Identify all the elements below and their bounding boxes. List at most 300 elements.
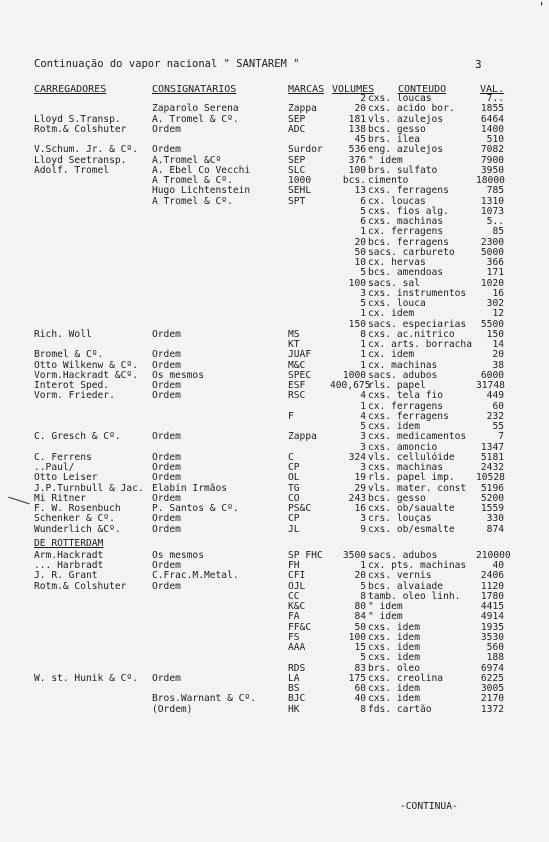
marks-cell: CP bbox=[288, 462, 300, 473]
table-row bbox=[0, 309, 549, 319]
shipper-cell: Wunderlich &Cº. bbox=[34, 523, 121, 535]
table-row bbox=[0, 612, 549, 622]
volumes-cell: 1000 bbox=[342, 369, 366, 381]
contents-cell: sacs. adubos bbox=[368, 369, 438, 381]
table-row bbox=[0, 217, 549, 227]
shipper-cell: Mi Ritner bbox=[34, 492, 86, 504]
consignee-cell: Hugo Lichtenstein bbox=[152, 185, 251, 197]
marks-cell: CFI bbox=[288, 570, 306, 582]
table-row bbox=[0, 145, 549, 155]
column-header-shippers: CARREGADORES bbox=[34, 84, 107, 95]
contents-cell: cxs. acido bor. bbox=[368, 103, 455, 115]
contents-cell: cxs. tela fio bbox=[368, 390, 444, 402]
contents-cell: brs. oleo bbox=[368, 662, 420, 674]
table-row bbox=[0, 592, 549, 602]
volumes-cell: 4 bbox=[360, 410, 366, 422]
marks-cell: RDS bbox=[288, 662, 306, 674]
marks-cell: FH bbox=[288, 560, 300, 571]
contents-cell: rls. papel bbox=[368, 380, 426, 391]
volumes-cell: 16 bbox=[354, 503, 366, 514]
value-cell: 3530 bbox=[480, 631, 504, 643]
table-row bbox=[0, 268, 549, 278]
marks-cell: BJC bbox=[288, 693, 306, 705]
volumes-cell: 243 bbox=[348, 492, 366, 504]
volumes-cell: 5 bbox=[360, 298, 366, 309]
contents-cell: cxs. loucas bbox=[368, 93, 432, 104]
table-row bbox=[0, 299, 549, 309]
volumes-cell: 6 bbox=[360, 216, 366, 227]
column-header-value: VAL. bbox=[480, 84, 505, 95]
shipper-cell: C. Ferrens bbox=[34, 451, 92, 463]
contents-cell: vls. mater. const bbox=[368, 482, 467, 494]
volumes-cell: 1 bbox=[360, 560, 366, 571]
consignee-cell: A.Tromel &Cº bbox=[152, 154, 222, 166]
value-cell: 874 bbox=[486, 523, 504, 535]
volumes-cell: 9 bbox=[360, 523, 366, 535]
volumes-cell: 536 bbox=[348, 144, 366, 156]
value-cell: 2170 bbox=[480, 693, 504, 705]
volumes-cell: 3500 bbox=[342, 549, 366, 561]
contents-cell: cxs. instrumentos bbox=[368, 287, 467, 299]
contents-cell: cxs. ac.nitrico bbox=[368, 328, 455, 340]
value-cell: 3005 bbox=[480, 683, 504, 694]
volumes-cell: 2 bbox=[360, 93, 366, 104]
volumes-cell: 181 bbox=[348, 113, 366, 125]
table-row bbox=[0, 514, 549, 524]
marks-cell: OL bbox=[288, 472, 300, 484]
value-cell: 6225 bbox=[480, 672, 504, 684]
volumes-cell: bcs. bbox=[342, 175, 366, 186]
table-row bbox=[0, 176, 549, 186]
contents-cell: " idem bbox=[368, 154, 403, 166]
marks-cell: PS&C bbox=[288, 503, 312, 514]
contents-cell: cxs. vernis bbox=[368, 570, 432, 582]
volumes-cell: 50 bbox=[354, 621, 366, 633]
table-row bbox=[0, 694, 549, 704]
contents-cell: bcs. gesso bbox=[368, 123, 426, 135]
consignee-cell: A Tromel & Cº. bbox=[152, 175, 233, 186]
consignee-cell: Zaparolo Serena bbox=[152, 103, 239, 115]
volumes-cell: 40 bbox=[354, 693, 366, 705]
table-row bbox=[0, 473, 549, 483]
value-cell: 85 bbox=[492, 226, 504, 238]
marks-cell: SEP bbox=[288, 113, 306, 125]
shipper-cell: J.P.Turnbull & Jac. bbox=[34, 482, 144, 494]
volumes-cell: 45 bbox=[354, 134, 366, 145]
volumes-cell: 84 bbox=[354, 611, 366, 623]
volumes-cell: 5 bbox=[360, 267, 366, 279]
volumes-cell: 19 bbox=[354, 472, 366, 484]
value-cell: 6464 bbox=[480, 113, 504, 125]
value-cell: 5000 bbox=[480, 246, 504, 258]
volumes-cell: 1 bbox=[360, 226, 366, 238]
value-cell: 5200 bbox=[480, 492, 504, 504]
marks-cell: CP bbox=[288, 513, 300, 525]
value-cell: 5181 bbox=[480, 451, 504, 463]
shipper-cell: F. W. Rosenbuch bbox=[34, 503, 121, 514]
value-cell: 7 bbox=[498, 431, 504, 443]
table-row bbox=[0, 705, 549, 715]
value-cell: 6974 bbox=[480, 662, 504, 674]
volumes-cell: 3 bbox=[360, 441, 366, 453]
shipper-cell: J. R. Grant bbox=[34, 570, 98, 582]
corner-mark: ' bbox=[538, 0, 546, 14]
marks-cell: MS bbox=[288, 328, 300, 340]
value-cell: 188 bbox=[486, 652, 504, 664]
consignee-cell: A Tromel & Cº. bbox=[152, 195, 233, 207]
table-row bbox=[0, 350, 549, 360]
contents-cell: " idem bbox=[368, 611, 403, 623]
volumes-cell: 400,675 bbox=[330, 380, 371, 391]
value-cell: 12 bbox=[492, 308, 504, 320]
marks-cell: KT bbox=[288, 339, 300, 350]
value-cell: 10528 bbox=[476, 472, 505, 484]
value-cell: 1559 bbox=[480, 503, 504, 514]
consignee-cell: Ordem bbox=[152, 451, 181, 463]
consignee-cell: Ordem bbox=[152, 349, 181, 361]
volumes-cell: 6 bbox=[360, 195, 366, 207]
volumes-cell: 20 bbox=[354, 236, 366, 248]
volumes-cell: 13 bbox=[354, 185, 366, 197]
table-row bbox=[0, 402, 549, 412]
value-cell: 1310 bbox=[480, 195, 504, 207]
shipper-cell: C. Gresch & Cº. bbox=[34, 431, 121, 443]
marks-cell: ESF bbox=[288, 380, 306, 391]
contents-cell: cxs. medicamentos bbox=[368, 431, 467, 443]
contents-cell: cx. machinas bbox=[368, 359, 438, 371]
contents-cell: vls. azulejos bbox=[368, 113, 444, 125]
value-cell: 1372 bbox=[480, 703, 504, 715]
marks-cell: HK bbox=[288, 703, 300, 715]
table-row bbox=[0, 453, 549, 463]
value-cell: 60 bbox=[492, 400, 504, 412]
marks-cell: SP FHC bbox=[288, 549, 323, 561]
shipper-cell: Lloyd Seetransp. bbox=[34, 154, 127, 166]
volumes-cell: 1 bbox=[360, 400, 366, 412]
consignee-cell: Ordem bbox=[152, 380, 181, 391]
contents-cell: sacs. especiarias bbox=[368, 318, 467, 330]
value-cell: 7082 bbox=[480, 144, 504, 156]
volumes-cell: 150 bbox=[348, 318, 366, 330]
value-cell: 302 bbox=[486, 298, 504, 309]
contents-cell: cxs. idem bbox=[368, 693, 420, 705]
consignee-cell: (Ordem) bbox=[152, 703, 193, 715]
marks-cell: ADC bbox=[288, 123, 306, 135]
contents-cell: tamb. oleo linh. bbox=[368, 590, 461, 602]
marks-cell: BS bbox=[288, 683, 300, 694]
value-cell: 150 bbox=[486, 328, 504, 340]
volumes-cell: 376 bbox=[348, 154, 366, 166]
table-row bbox=[0, 633, 549, 643]
value-cell: 330 bbox=[486, 513, 504, 525]
contents-cell: cxs. idem bbox=[368, 421, 420, 432]
value-cell: 449 bbox=[486, 390, 504, 402]
marks-cell: F bbox=[288, 410, 294, 422]
value-cell: 2300 bbox=[480, 236, 504, 248]
value-cell: 2432 bbox=[480, 462, 504, 473]
value-cell: 16 bbox=[492, 287, 504, 299]
value-cell: 1855 bbox=[480, 103, 504, 115]
consignee-cell: Ordem bbox=[152, 672, 181, 684]
consignee-cell: Os mesmos bbox=[152, 369, 204, 381]
table-row bbox=[0, 94, 549, 104]
table-row bbox=[0, 684, 549, 694]
consignee-cell: Elabin Irmãos bbox=[152, 482, 228, 494]
value-cell: 1120 bbox=[480, 580, 504, 592]
consignee-cell: Ordem bbox=[152, 560, 181, 571]
contents-cell: brs. sulfato bbox=[368, 164, 438, 176]
contents-cell: fds. cartão bbox=[368, 703, 432, 715]
contents-cell: cxs. idem bbox=[368, 621, 420, 633]
manifest-table bbox=[0, 94, 549, 715]
value-cell: 5500 bbox=[480, 318, 504, 330]
table-row bbox=[0, 279, 549, 289]
contents-cell: cx. pts. machinas bbox=[368, 560, 467, 571]
value-cell: 1400 bbox=[480, 123, 504, 135]
value-cell: 171 bbox=[486, 267, 504, 279]
volumes-cell: 10 bbox=[354, 257, 366, 268]
contents-cell: bcs. ferragens bbox=[368, 236, 449, 248]
table-row bbox=[0, 197, 549, 207]
volumes-cell: 29 bbox=[354, 482, 366, 494]
contents-cell: sacs. carbureto bbox=[368, 246, 455, 258]
marks-cell: SEHL bbox=[288, 185, 312, 197]
contents-cell: cx. ferragens bbox=[368, 400, 444, 412]
shipper-cell: Rotm.& Colshuter bbox=[34, 580, 127, 592]
shipper-cell: V.Schum. Jr. & Cº. bbox=[34, 144, 138, 156]
contents-cell: eng. azulejos bbox=[368, 144, 444, 156]
volumes-cell: 8 bbox=[360, 703, 366, 715]
consignee-cell: Ordem bbox=[152, 513, 181, 525]
volumes-cell: 138 bbox=[348, 123, 366, 135]
shipper-cell: Vorm.Hackradt &Cº. bbox=[34, 369, 138, 381]
volumes-cell: 3 bbox=[360, 462, 366, 473]
contents-cell: cxs. ferragens bbox=[368, 185, 449, 197]
marks-cell: FF&C bbox=[288, 621, 312, 633]
value-cell: 1780 bbox=[480, 590, 504, 602]
value-cell: 6000 bbox=[480, 369, 504, 381]
value-cell: 4415 bbox=[480, 601, 504, 612]
contents-cell: cxs. machinas bbox=[368, 216, 444, 227]
contents-cell: cxs. louca bbox=[368, 298, 426, 309]
marks-cell: FA bbox=[288, 611, 300, 623]
volumes-cell: 3 bbox=[360, 513, 366, 525]
table-row bbox=[0, 391, 549, 401]
marks-cell: CC bbox=[288, 590, 300, 602]
marks-cell: Zappa bbox=[288, 431, 317, 443]
contents-cell: cimento bbox=[368, 175, 409, 186]
shipper-cell: Rotm.& Colshuter bbox=[34, 123, 127, 135]
contents-cell: cxs. idem bbox=[368, 631, 420, 643]
consignee-cell: A. Tromel & Cº. bbox=[152, 113, 239, 125]
volumes-cell: 1 bbox=[360, 349, 366, 361]
value-cell: 232 bbox=[486, 410, 504, 422]
volumes-cell: 60 bbox=[354, 683, 366, 694]
table-row bbox=[0, 125, 549, 135]
column-header-marks: MARCAS bbox=[288, 84, 325, 95]
consignee-cell: Ordem bbox=[152, 472, 181, 484]
shipper-cell: Lloyd S.Transp. bbox=[34, 113, 121, 125]
marks-cell: C bbox=[288, 451, 294, 463]
consignee-cell: Ordem bbox=[152, 144, 181, 156]
page-number: 3 bbox=[475, 58, 482, 71]
marks-cell: AAA bbox=[288, 642, 306, 653]
marks-cell: LA bbox=[288, 672, 300, 684]
value-cell: 510 bbox=[486, 134, 504, 145]
column-header-consignees: CONSIGNATARIOS bbox=[152, 84, 237, 95]
contents-cell: cx. idem bbox=[368, 349, 415, 361]
contents-cell: " idem bbox=[368, 601, 403, 612]
volumes-cell: 3 bbox=[360, 287, 366, 299]
marks-cell: Zappa bbox=[288, 103, 317, 115]
table-row bbox=[0, 227, 549, 237]
value-cell: 366 bbox=[486, 257, 504, 268]
contents-cell: brs. ilea bbox=[368, 134, 420, 145]
volumes-cell: 1 bbox=[360, 359, 366, 371]
marks-cell: SPT bbox=[288, 195, 306, 207]
table-row bbox=[0, 674, 549, 684]
value-cell: 7.. bbox=[486, 93, 504, 104]
consignee-cell: Ordem bbox=[152, 390, 181, 402]
volumes-cell: 50 bbox=[354, 246, 366, 258]
marks-cell: M&C bbox=[288, 359, 306, 371]
volumes-cell: 8 bbox=[360, 328, 366, 340]
table-row bbox=[0, 412, 549, 422]
volumes-cell: 1 bbox=[360, 339, 366, 350]
contents-cell: rls. papel imp. bbox=[368, 472, 455, 484]
volumes-cell: 80 bbox=[354, 601, 366, 612]
shipper-cell: Bromel & Cº. bbox=[34, 349, 104, 361]
table-row bbox=[0, 571, 549, 581]
marks-cell: TG bbox=[288, 482, 300, 494]
continua-note: -CONTINUA- bbox=[400, 801, 458, 812]
contents-cell: bcs. gesso bbox=[368, 492, 426, 504]
table-row bbox=[0, 623, 549, 633]
value-cell: 5196 bbox=[480, 482, 504, 494]
value-cell: 1020 bbox=[480, 277, 504, 289]
value-cell: 14 bbox=[492, 339, 504, 350]
marks-cell: JUAF bbox=[288, 349, 312, 361]
contents-cell: cxs. idem bbox=[368, 642, 420, 653]
value-cell: 1347 bbox=[480, 441, 504, 453]
marks-cell: 1000 bbox=[288, 175, 312, 186]
shipper-cell: Otto Leiser bbox=[34, 472, 98, 484]
shipper-cell: Schenker & Cº. bbox=[34, 513, 115, 525]
contents-cell: bcs. alvaiade bbox=[368, 580, 444, 592]
consignee-cell: Ordem bbox=[152, 580, 181, 592]
table-row bbox=[0, 207, 549, 217]
consignee-cell: Ordem bbox=[152, 431, 181, 443]
table-row bbox=[0, 602, 549, 612]
value-cell: 20 bbox=[492, 349, 504, 361]
section-label-rotterdam: DE ROTTERDAM bbox=[34, 537, 104, 549]
table-row bbox=[0, 289, 549, 299]
volumes-cell: 100 bbox=[348, 631, 366, 643]
shipper-cell: Arm.Hackradt bbox=[34, 549, 104, 561]
value-cell: 3950 bbox=[480, 164, 504, 176]
shipper-cell: Adolf. Tromel bbox=[34, 164, 110, 176]
volumes-cell: 4 bbox=[360, 390, 366, 402]
marks-cell: SPEC bbox=[288, 369, 312, 381]
column-header-volumes: VOLUMES bbox=[332, 84, 375, 95]
volumes-cell: 175 bbox=[348, 672, 366, 684]
shipper-cell: W. st. Hunik & Cº. bbox=[34, 672, 138, 684]
contents-cell: cx. idem bbox=[368, 308, 415, 320]
volumes-cell: 3 bbox=[360, 431, 366, 443]
marks-cell: FS bbox=[288, 631, 300, 643]
table-row bbox=[0, 582, 549, 592]
volumes-cell: 5 bbox=[360, 421, 366, 432]
consignee-cell: Os mesmos bbox=[152, 549, 204, 561]
contents-cell: cxs. creolina bbox=[368, 672, 444, 684]
volumes-cell: 100 bbox=[348, 277, 366, 289]
contents-cell: cx. arts. borracha bbox=[368, 339, 472, 350]
marks-cell: RSC bbox=[288, 390, 306, 402]
consignee-cell: P. Santos & Cº. bbox=[152, 503, 239, 514]
contents-cell: cx. hervas bbox=[368, 257, 426, 268]
contents-cell: sacs. adubos bbox=[368, 549, 438, 561]
value-cell: 2406 bbox=[480, 570, 504, 582]
value-cell: 18000 bbox=[476, 175, 505, 186]
consignee-cell: Ordem bbox=[152, 462, 181, 473]
consignee-cell: A. Ebel Co Vecchi bbox=[152, 164, 251, 176]
consignee-cell: Ordem bbox=[152, 123, 181, 135]
table-row bbox=[0, 525, 549, 535]
volumes-cell: 1 bbox=[360, 308, 366, 320]
shipper-cell: Rich. Woll bbox=[34, 328, 92, 340]
marks-cell: OJL bbox=[288, 580, 306, 592]
table-row bbox=[0, 104, 549, 114]
volumes-cell: 324 bbox=[348, 451, 366, 463]
value-cell: 55 bbox=[492, 421, 504, 432]
contents-cell: cxs. fios alg. bbox=[368, 205, 449, 217]
contents-cell: sacs. sal bbox=[368, 277, 420, 289]
marks-cell: K&C bbox=[288, 601, 306, 612]
consignee-cell: C.Frac.M.Metal. bbox=[152, 570, 239, 582]
table-row bbox=[0, 248, 549, 258]
value-cell: 5.. bbox=[486, 216, 504, 227]
table-row bbox=[0, 432, 549, 442]
contents-cell: cxs. idem bbox=[368, 652, 420, 664]
contents-cell: cxs. ferragens bbox=[368, 410, 449, 422]
consignee-cell: Ordem bbox=[152, 523, 181, 535]
shipper-cell: Vorm. Frieder. bbox=[34, 390, 115, 402]
value-cell: 40 bbox=[492, 560, 504, 571]
table-row bbox=[0, 186, 549, 196]
value-cell: 31748 bbox=[476, 380, 505, 391]
table-row bbox=[0, 166, 549, 176]
contents-cell: cxs. amoncio bbox=[368, 441, 438, 453]
table-row bbox=[0, 643, 549, 653]
marks-cell: SLC bbox=[288, 164, 306, 176]
volumes-cell: 20 bbox=[354, 103, 366, 115]
volumes-cell: 15 bbox=[354, 642, 366, 653]
volumes-cell: 5 bbox=[360, 652, 366, 664]
shipper-cell: Interot Sped. bbox=[34, 380, 110, 391]
volumes-cell: 5 bbox=[360, 580, 366, 592]
table-row bbox=[0, 653, 549, 663]
section-row bbox=[0, 539, 549, 551]
volumes-cell: 5 bbox=[360, 205, 366, 217]
shipper-cell: ... Harbradt bbox=[34, 560, 104, 571]
shipper-cell: Otto Wilkenw & Cº. bbox=[34, 359, 138, 371]
contents-cell: bcs. amendoas bbox=[368, 267, 444, 279]
contents-cell: cx. ferragens bbox=[368, 226, 444, 238]
contents-cell: cxs. ob/saualte bbox=[368, 503, 455, 514]
marks-cell: CO bbox=[288, 492, 300, 504]
value-cell: 785 bbox=[486, 185, 504, 197]
volumes-cell: 20 bbox=[354, 570, 366, 582]
